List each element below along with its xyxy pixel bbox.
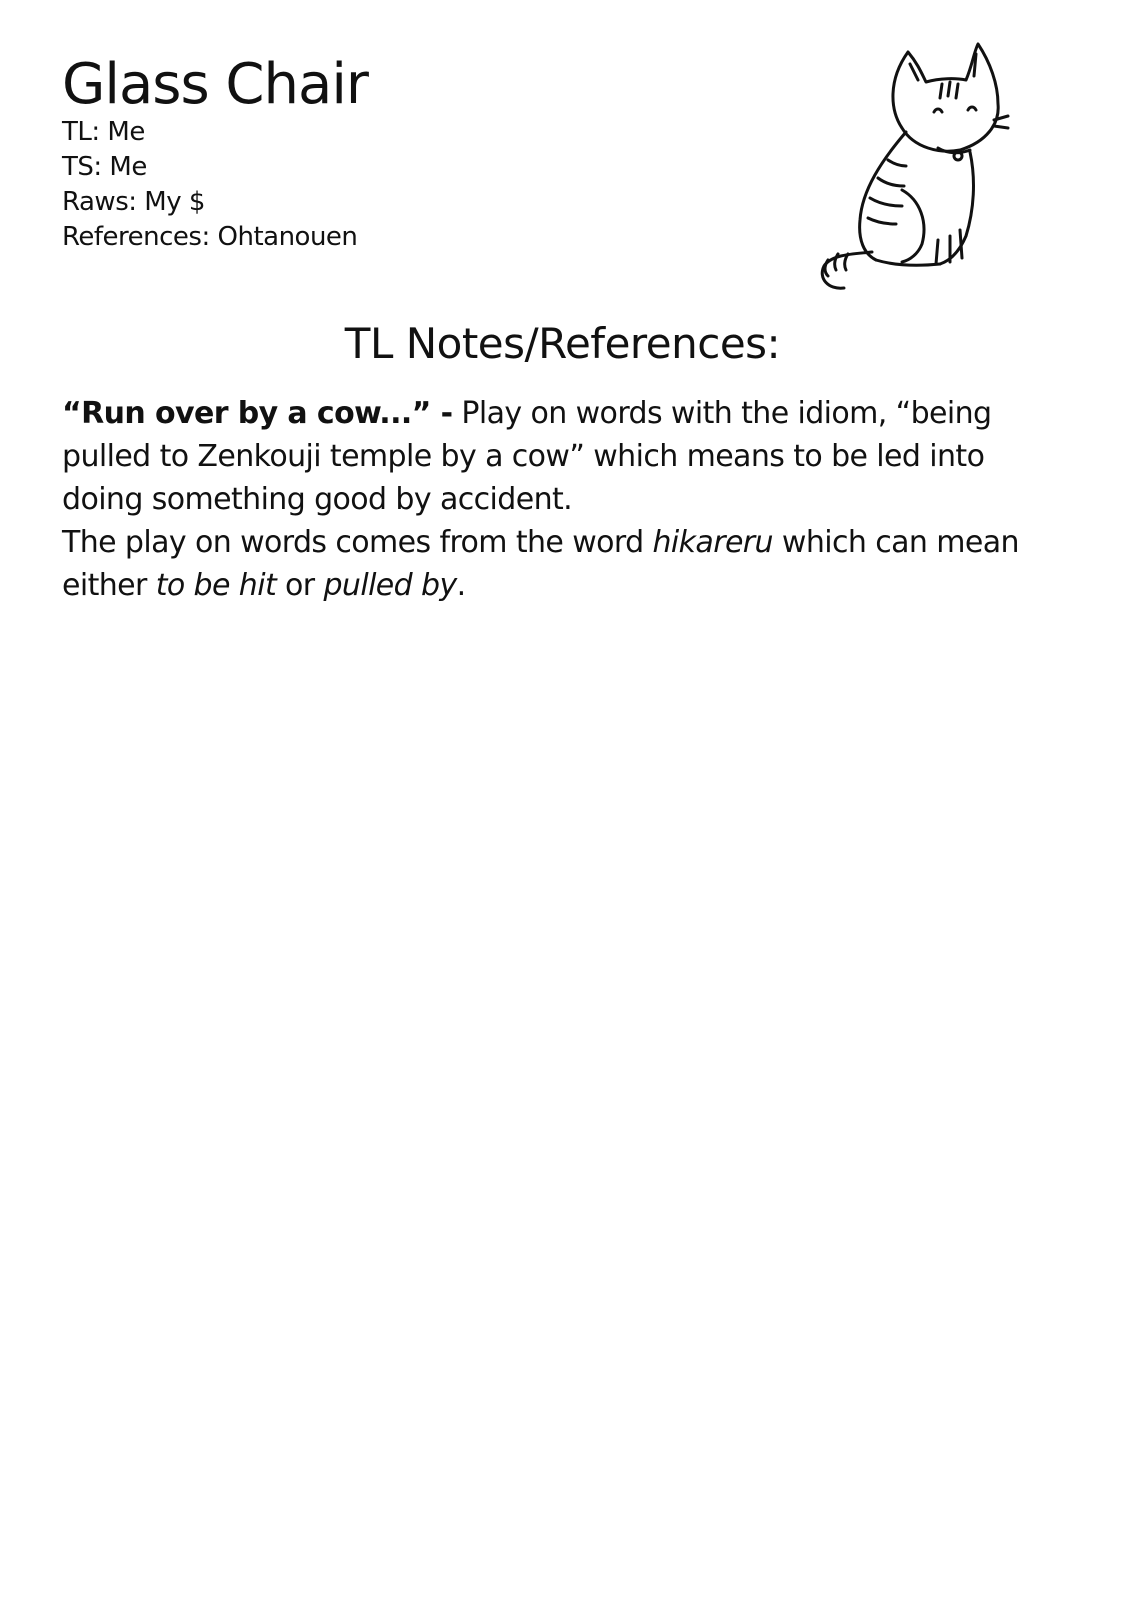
credit-tl: TL: Me <box>62 117 145 147</box>
note-idiom-text: Play on words with the idiom, “being pulled to Zenkouji temple by a cow” which means to be led into doing something good by accident. <box>62 396 992 517</box>
credit-raws: Raws: My $ <box>62 187 205 217</box>
sitting-cat-icon <box>810 40 1020 300</box>
note-meaning-hit: to be hit <box>155 568 277 603</box>
credits-block <box>62 115 357 255</box>
credit-references: References: Ohtanouen <box>62 222 358 252</box>
note-wordplay-paragraph <box>62 521 1062 607</box>
credit-ts: TS: Me <box>62 152 147 182</box>
page-title: Glass Chair <box>62 52 368 117</box>
note-text: or <box>276 568 324 603</box>
note-word-hikareru: hikareru <box>652 525 773 560</box>
note-text: . <box>456 568 466 603</box>
note-meaning-pulled: pulled by <box>323 568 457 603</box>
notes-heading: TL Notes/References: <box>344 319 781 368</box>
note-text: The play on words comes from the word <box>62 525 653 560</box>
note-entry <box>62 392 1062 607</box>
note-term: “Run over by a cow...” - <box>62 396 453 431</box>
note-text: which can mean either <box>62 525 1019 603</box>
note-idiom-paragraph <box>62 392 1062 521</box>
